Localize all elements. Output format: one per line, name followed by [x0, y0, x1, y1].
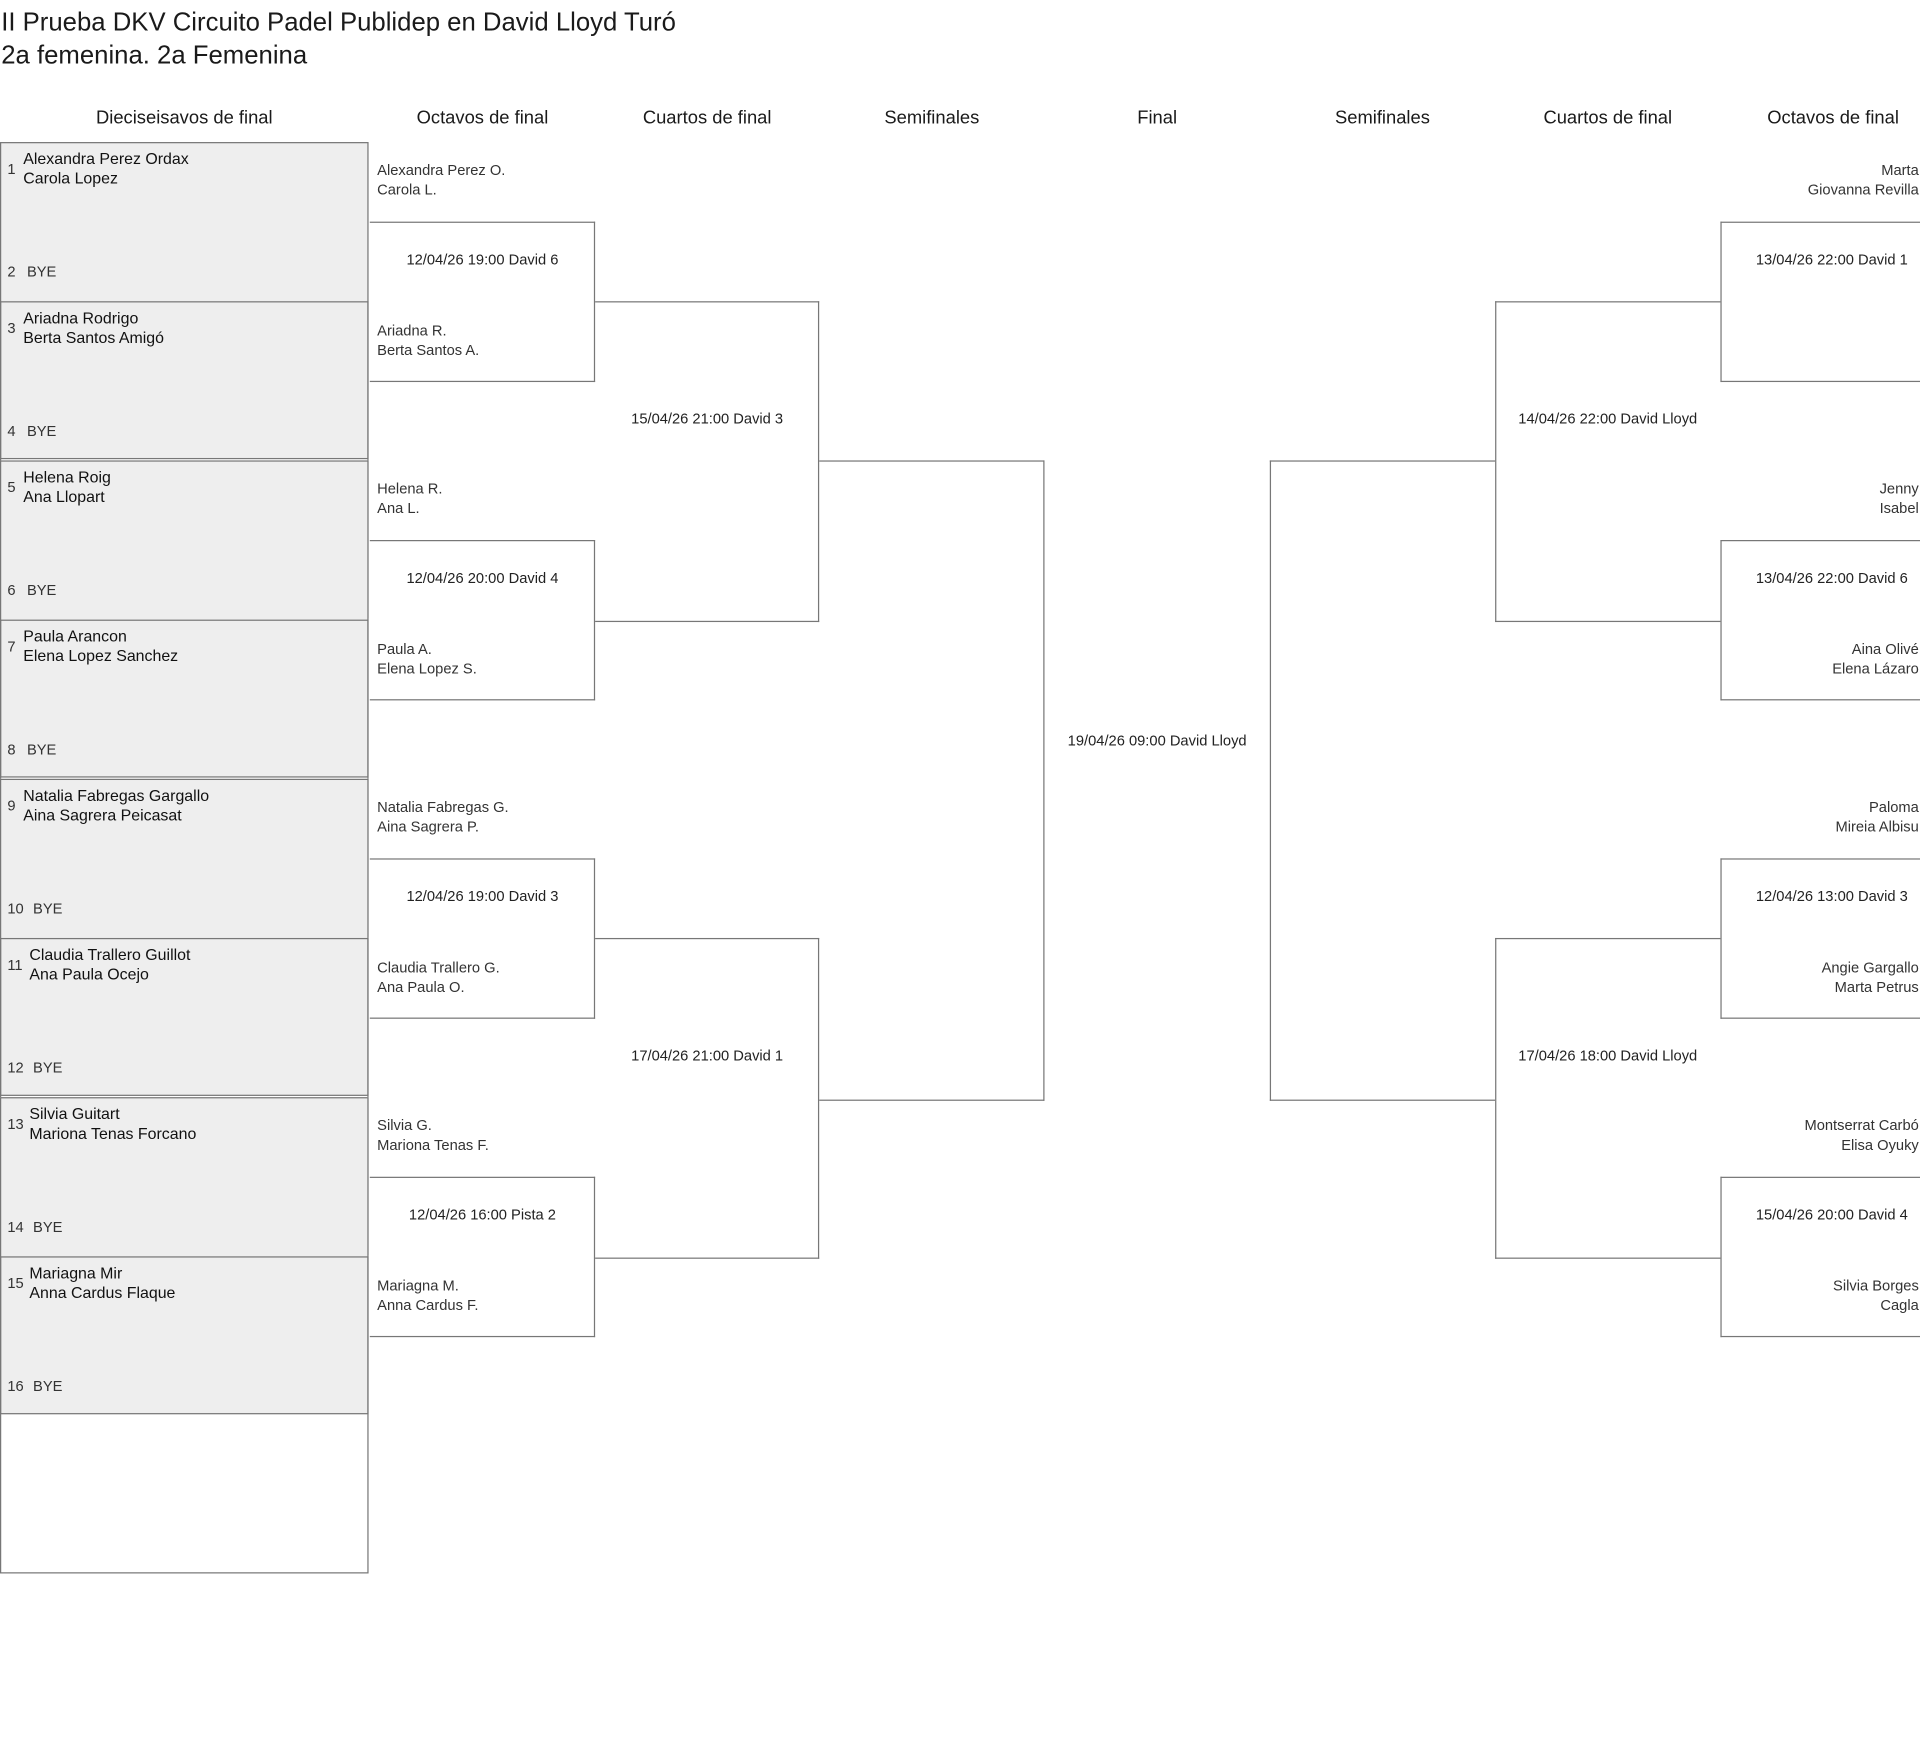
match-schedule: 12/04/26 19:00 David 3 [406, 887, 559, 905]
bracket-line [370, 699, 595, 700]
bracket-line [370, 1018, 595, 1019]
team-name: Silvia Borges [1833, 1277, 1919, 1295]
bracket-line [370, 540, 595, 541]
round-header-r16-right: Octavos de final [1767, 107, 1899, 129]
match-schedule: 19/04/26 09:00 David Lloyd [1067, 732, 1247, 750]
team-name: Claudia Trallero G. [377, 958, 500, 976]
bracket-line [1720, 1177, 1721, 1337]
bye-label: BYE [26, 740, 57, 758]
team-player: Alexandra Perez Ordax [23, 149, 189, 168]
seed-number: 12 [7, 1059, 24, 1077]
bracket-line [1270, 460, 1271, 1100]
team-name: Mariona Tenas F. [377, 1136, 489, 1154]
team-name: Mireia Albisu [1835, 817, 1919, 836]
round-header-final: Final [1137, 107, 1178, 129]
team-player: Ariadna Rodrigo [23, 308, 139, 327]
team-name: Carola L. [377, 181, 437, 199]
team-name: Aina Sagrera P. [377, 817, 479, 836]
bracket-line [1720, 858, 1920, 859]
bracket-line [1495, 301, 1496, 622]
seed-number: 4 [7, 422, 16, 440]
team-name: Angie Gargallo [1821, 958, 1919, 976]
team-name: Ana L. [377, 499, 420, 517]
match-schedule: 12/04/26 13:00 David 3 [1755, 887, 1908, 905]
bracket-line [370, 222, 595, 223]
seed-number: 9 [7, 797, 16, 815]
team-player: Mariona Tenas Forcano [29, 1124, 197, 1143]
bracket-line [1495, 301, 1720, 302]
bracket-line [1720, 540, 1920, 541]
bracket-line [595, 1258, 819, 1259]
team-player: Elena Lopez Sanchez [23, 646, 179, 665]
bracket-line [1720, 1018, 1920, 1019]
team-name: Elisa Oyuky [1841, 1136, 1919, 1154]
seed-number: 10 [7, 900, 24, 918]
match-schedule: 17/04/26 21:00 David 1 [631, 1046, 784, 1065]
bye-label: BYE [33, 1377, 63, 1395]
bye-label: BYE [26, 422, 57, 440]
team-name: Paloma [1868, 798, 1919, 816]
round-header-qf-left: Cuartos de final [642, 107, 772, 129]
team-name: Helena R. [377, 480, 443, 498]
team-name: Jenny [1879, 480, 1919, 498]
team-name: Mariagna M. [377, 1277, 459, 1295]
team-name: Cagla [1880, 1296, 1919, 1314]
seed-number: 7 [7, 637, 16, 656]
match-schedule: 13/04/26 22:00 David 1 [1755, 251, 1908, 269]
team-player: Ana Paula Ocejo [29, 964, 149, 984]
team-player: Natalia Fabregas Gargallo [23, 786, 210, 805]
round-header-sf-left: Semifinales [884, 107, 980, 129]
round-header-sf-right: Semifinales [1334, 107, 1430, 129]
team-player: Carola Lopez [23, 168, 118, 188]
match-schedule: 15/04/26 20:00 David 4 [1755, 1206, 1908, 1224]
team-name: Paula A. [377, 640, 432, 658]
seed-number: 3 [7, 319, 16, 337]
seed-number: 14 [7, 1218, 24, 1236]
bracket-line [1720, 381, 1920, 382]
team-name: Anna Cardus F. [377, 1296, 479, 1314]
bracket-line [1720, 222, 1920, 223]
seed-number: 13 [7, 1115, 24, 1133]
team-name: Ana Paula O. [377, 978, 465, 996]
team-name: Isabel [1879, 499, 1919, 517]
bracket-line [1495, 1258, 1720, 1259]
team-name: Natalia Fabregas G. [377, 798, 509, 816]
seed-number: 1 [7, 160, 16, 178]
seed-number: 2 [7, 263, 16, 281]
bracket-line [819, 1100, 1044, 1101]
match-schedule: 12/04/26 20:00 David 4 [406, 569, 559, 587]
team-name: Aina Olivé [1851, 640, 1919, 658]
round-header-r16-left: Octavos de final [416, 107, 549, 129]
team-player: Aina Sagrera Peicasat [23, 805, 182, 825]
bracket-line [370, 381, 595, 382]
bracket-line [595, 938, 819, 939]
round-header-r32: Dieciseisavos de final [95, 107, 273, 129]
bracket-line [1720, 858, 1721, 1018]
bracket-line [1495, 621, 1720, 622]
bracket-line [1720, 222, 1721, 382]
bye-label: BYE [33, 900, 63, 918]
match-schedule: 14/04/26 22:00 David Lloyd [1518, 410, 1698, 428]
bracket-line [595, 621, 819, 622]
seed-number: 5 [7, 478, 16, 496]
team-name: Elena Lopez S. [377, 660, 477, 678]
team-name: Elena Lázaro [1832, 660, 1919, 678]
team-name: Silvia G. [377, 1116, 432, 1134]
bracket-line [370, 1177, 595, 1178]
team-name: Berta Santos A. [377, 341, 480, 359]
match-schedule: 12/04/26 19:00 David 6 [406, 251, 559, 269]
seed-number: 8 [7, 740, 16, 758]
bracket-line [819, 460, 1044, 461]
team-player: Ana Llopart [23, 487, 105, 506]
bracket-line [370, 858, 595, 859]
team-name: Giovanna Revilla [1807, 181, 1919, 199]
bracket-line [1720, 1336, 1920, 1337]
bracket-line [1270, 460, 1495, 461]
bracket-line [1720, 540, 1721, 700]
match-schedule: 12/04/26 16:00 Pista 2 [408, 1206, 556, 1224]
team-name: Alexandra Perez O. [377, 161, 506, 179]
seed-number: 11 [7, 956, 23, 974]
match-schedule: 15/04/26 21:00 David 3 [631, 410, 784, 428]
bracket-line [1043, 460, 1044, 1100]
team-name: Ariadna R. [377, 322, 447, 340]
bracket-line [1720, 699, 1920, 700]
seed-number: 15 [7, 1274, 24, 1292]
team-player: Anna Cardus Flaque [29, 1283, 176, 1302]
bracket-line [1270, 1100, 1495, 1101]
match-schedule: 17/04/26 18:00 David Lloyd [1518, 1046, 1698, 1065]
bye-label: BYE [33, 1059, 63, 1077]
bracket-line [1495, 938, 1496, 1259]
bracket-line [818, 938, 819, 1259]
bye-label: BYE [26, 263, 57, 281]
team-player: Paula Arancon [23, 626, 127, 646]
bracket-line [1495, 938, 1720, 939]
category-subtitle: 2a femenina. 2a Femenina [1, 41, 308, 70]
bracket-line [370, 1336, 595, 1337]
team-player: Mariagna Mir [29, 1263, 123, 1283]
bracket-line [1720, 1177, 1920, 1178]
tournament-title: II Prueba DKV Circuito Padel Publidep en David Lloyd Turó [1, 8, 676, 37]
team-name: Marta [1881, 161, 1919, 179]
round-header-qf-right: Cuartos de final [1543, 107, 1673, 129]
team-player: Silvia Guitart [29, 1104, 120, 1123]
match-schedule: 13/04/26 22:00 David 6 [1755, 569, 1908, 587]
seed-number: 16 [7, 1377, 24, 1395]
bracket-line [595, 301, 819, 302]
r32-match [0, 1256, 369, 1573]
bye-label: BYE [26, 581, 57, 599]
team-name: Marta Petrus [1834, 978, 1919, 996]
team-player: Helena Roig [23, 467, 111, 487]
team-player: Berta Santos Amigó [23, 328, 164, 347]
bye-label: BYE [33, 1218, 63, 1236]
team-player: Claudia Trallero Guillot [29, 945, 191, 964]
seed-number: 6 [7, 581, 16, 599]
team-name: Montserrat Carbó [1804, 1116, 1919, 1134]
